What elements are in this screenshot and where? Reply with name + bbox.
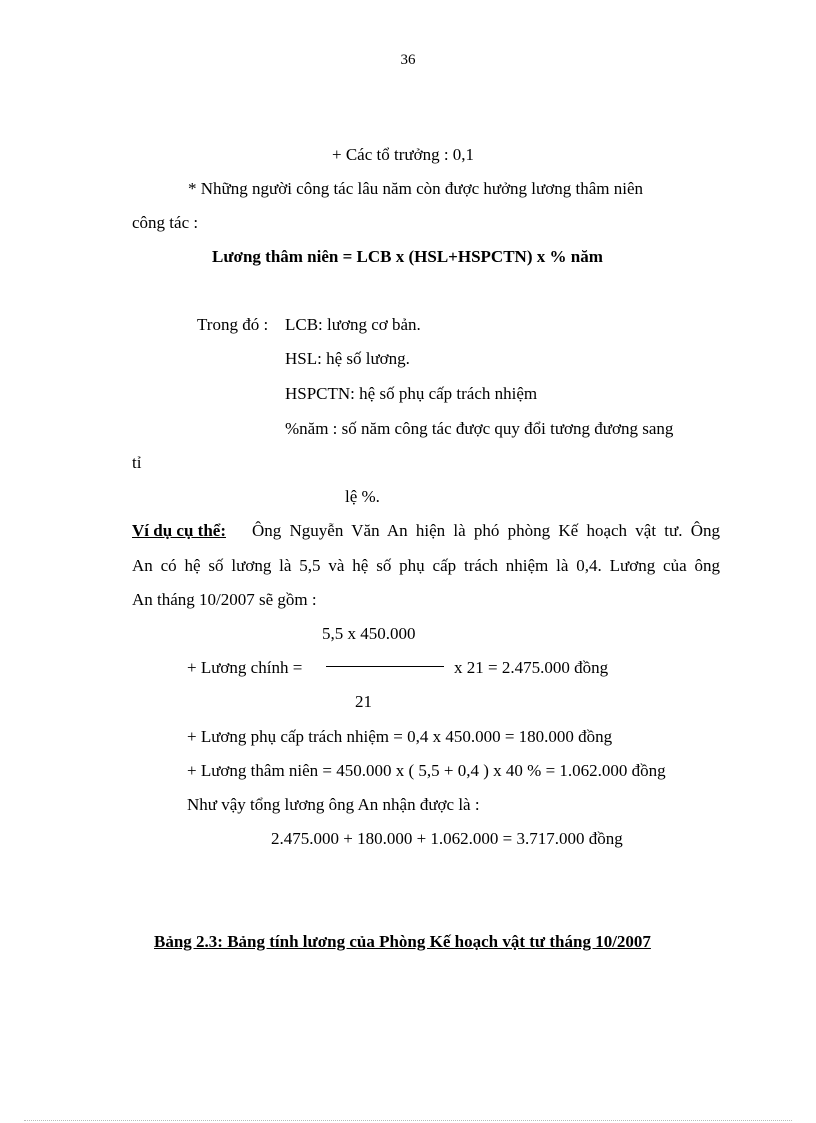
definition-hsl: HSL: hệ số lương.: [285, 349, 410, 368]
example-line-1: Ông Nguyễn Văn An hiện là phó phòng Kế hoạch vật tư. Ông: [252, 521, 720, 540]
tham-nien-line: + Lương thâm niên = 450.000 x ( 5,5 + 0,4 ) x 40 % = 1.062.000 đồng: [187, 761, 666, 780]
definition-percent-wrap-a: tỉ: [132, 453, 142, 472]
tong-luong-label: Như vậy tổng lương ông An nhận được là :: [187, 795, 480, 814]
page-number: 36: [400, 52, 416, 68]
example-line-3: An tháng 10/2007 sẽ gồm :: [132, 590, 317, 609]
to-truong-line: + Các tổ trưởng : 0,1: [332, 145, 475, 164]
definition-lcb: LCB: lương cơ bản.: [285, 315, 421, 334]
example-line-2: An có hệ số lương là 5,5 và hệ số phụ cấp trách nhiệm là 0,4. Lương của ông: [132, 556, 720, 575]
table-caption: Bảng 2.3: Bảng tính lương của Phòng Kế hoạch vật tư tháng 10/2007: [154, 932, 651, 951]
definition-percent-wrap-b: lệ %.: [345, 487, 380, 506]
fraction-numerator: 5,5 x 450.000: [322, 624, 416, 643]
intro-line-1: * Những người công tác lâu năm còn được hưởng lương thâm niên: [188, 179, 643, 198]
definition-percent-year: %năm : số năm công tác được quy đổi tương đương sang: [285, 419, 674, 438]
luong-chinh-result: x 21 = 2.475.000 đồng: [454, 658, 609, 677]
intro-line-2: công tác :: [132, 213, 199, 232]
fraction-bar: [326, 666, 444, 667]
example-label: Ví dụ cụ thể:: [132, 521, 226, 540]
page-bottom-rule: [24, 1120, 792, 1121]
definition-hspctn: HSPCTN: hệ số phụ cấp trách nhiệm: [285, 384, 538, 403]
luong-chinh-label: + Lương chính =: [187, 658, 303, 677]
where-label: Trong đó :: [197, 315, 269, 334]
fraction-denominator: 21: [355, 692, 372, 711]
tong-luong-value: 2.475.000 + 180.000 + 1.062.000 = 3.717.000 đồng: [271, 829, 623, 848]
phu-cap-line: + Lương phụ cấp trách nhiệm = 0,4 x 450.000 = 180.000 đồng: [187, 727, 613, 746]
formula-heading: Lương thâm niên = LCB x (HSL+HSPCTN) x % năm: [212, 247, 603, 266]
